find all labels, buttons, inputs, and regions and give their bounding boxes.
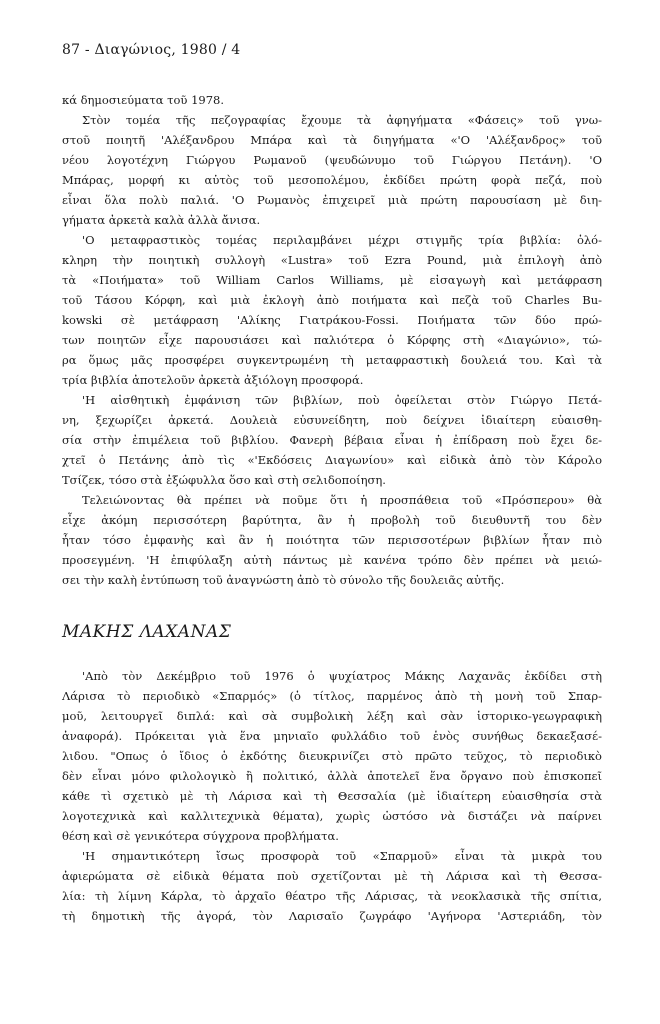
text-line: κληρη τὴν ποιητικὴ συλλογὴ «Lustra» τοῦ Ezra Pound, μιὰ ἐπιλογὴ ἀπὸ bbox=[62, 253, 602, 267]
text-line: τὴ δημοτικὴ τῆς ἀγορά, τὸν Λαρισαῖο ζωγράφο 'Αγήνορα 'Αστεριάδη, τὸν bbox=[62, 909, 602, 923]
text-line: μοῦ, λειτουργεῖ διπλά: καὶ σὰ συμβολικὴ λέξη καὶ σὰν ἱστορικο-γεωγραφικὴ bbox=[62, 709, 602, 723]
text-line: τρία βιβλία ἀποτελοῦν ἀρκετὰ ἀξιόλογη προσφορά. bbox=[62, 373, 364, 387]
text-line: των ποιητῶν εἶχε παρουσιάσει καὶ παλιότερα ὁ Κόρφης στὴ «Διαγώνιο», τώ- bbox=[62, 333, 602, 347]
text-line: Τσίζεκ, τόσο στὰ ἐξώφυλλα ὅσο καὶ στὴ σελιδοποίηση. bbox=[62, 473, 386, 487]
text-line: σία στὴν ἐπιμέλεια τοῦ βιβλίου. Φανερὴ βέβαια εἶναι ἡ ἐπίδραση ποὺ ἔχει δε- bbox=[62, 433, 602, 447]
text-line: κά δημοσιεύματα τοῦ 1978. bbox=[62, 93, 225, 107]
text-line: ἀναφορά). Πρόκειται γιὰ ἕνα μηνιαῖο φυλλάδιο τοῦ ἑνὸς συνήθως δεκαεξασέ- bbox=[62, 729, 602, 743]
text-line: εἶχε ἀκόμη περισσότερη βαρύτητα, ἂν ἡ προβολὴ τοῦ διευθυντῆ του δὲν bbox=[62, 513, 602, 527]
text-line: τοῦ Τάσου Κόρφη, καὶ μιὰ ἐκλογὴ ἀπὸ ποιήματα καὶ πεζὰ τοῦ Charles Bu- bbox=[62, 293, 602, 307]
text-line: Λάρισα τὸ περιοδικὸ «Σπαρμός» (ὁ τίτλος, παρμένος ἀπὸ τὴ μονὴ τοῦ Σπαρ- bbox=[62, 689, 602, 703]
text-line: kowski σὲ μετάφραση 'Αλίκης Γιατράκου-Fossi. Ποιήματα τῶν δύο πρώ- bbox=[62, 313, 602, 327]
text-line: εἶναι ὅλα πολὺ παλιά. 'Ο Ρωμανὸς ἐπιχειρεῖ μιὰ πρώτη παρουσίαση μὲ διη- bbox=[62, 193, 602, 207]
text-line: ἦταν τόσο ἐμφανὴς καὶ ἂν ἡ ποιότητα τῶν περισσοτέρων βιβλίων ἦταν πιὸ bbox=[62, 533, 602, 547]
text-line: κάθε τὶ σχετικὸ μὲ τὴ Λάρισα καὶ τὴ Θεσσαλία (μὲ ἰδιαίτερη εὐαισθησία στὰ bbox=[62, 789, 602, 803]
text-line: ἀφιερώματα σὲ εἰδικὰ θέματα ποὺ σχετίζονται μὲ τὴ Λάρισα καὶ τὴ Θεσσα- bbox=[62, 869, 602, 883]
section1-body bbox=[62, 90, 602, 590]
text-line: 'Η σημαντικότερη ἴσως προσφορὰ τοῦ «Σπαρμοῦ» εἶναι τὰ μικρὰ του bbox=[82, 849, 602, 863]
text-line: 'Απὸ τὸν Δεκέμβριο τοῦ 1976 ὁ ψυχίατρος Μάκης Λαχανᾶς ἐκδίδει στὴ bbox=[82, 669, 602, 683]
running-head: 87 - Διαγώνιος, 1980 / 4 bbox=[62, 42, 241, 58]
text-line: νέου λογοτέχνη Γιώργου Ρωμανοῦ (ψευδώνυμο τοῦ Γιώργου Πετάνη). 'Ο bbox=[62, 153, 602, 167]
text-line: 'Ο μεταφραστικὸς τομέας περιλαμβάνει μέχρι στιγμῆς τρία βιβλία: ὁλό- bbox=[82, 233, 602, 247]
text-line: γήματα ἀρκετὰ καλὰ ἀλλὰ ἄνισα. bbox=[62, 213, 261, 227]
text-line: νη, ξεχωρίζει ἀρκετά. Δουλειὰ εὐσυνείδητη, ποὺ δείχνει ἰδιαίτερη εὐαισθη- bbox=[62, 413, 602, 427]
text-line: λία: τὴ λίμνη Κάρλα, τὸ ἀρχαῖο θέατρο τῆς Λάρισας, τὰ νεοκλασικὰ τῆς σπίτια, bbox=[62, 889, 602, 903]
text-line: 'Η αἰσθητικὴ ἐμφάνιση τῶν βιβλίων, ποὺ ὀφείλεται στὸν Γιώργο Πετά- bbox=[82, 393, 602, 407]
text-line: χτεῖ ὁ Πετάνης ἀπὸ τὶς «'Εκδόσεις Διαγωνίου» καὶ εἰδικὰ ἀπὸ τὸν Κάρολο bbox=[62, 453, 602, 467]
text-line: Τελειώνοντας θὰ πρέπει νὰ ποῦμε ὅτι ἡ προσπάθεια τοῦ «Πρόσπερου» θὰ bbox=[82, 493, 602, 507]
text-line: Στὸν τομέα τῆς πεζογραφίας ἔχουμε τὰ ἀφηγήματα «Φάσεις» τοῦ γνω- bbox=[82, 113, 602, 127]
text-line: δὲν εἶναι μόνο φιλολογικὸ ἢ πολιτικό, ἀλλὰ ἀποτελεῖ ἕνα ὄργανο ποὺ ἐπισκοπεῖ bbox=[62, 769, 602, 783]
text-line: Μπάρας, μορφή κι αὐτὸς τοῦ μεσοπολέμου, ἐκδίδει πρώτη φορὰ πεζά, ποὺ bbox=[62, 173, 602, 187]
section-heading: ΜΑΚΗΣ ΛΑΧΑΝΑΣ bbox=[62, 622, 232, 642]
text-line: λογοτεχνικὰ καὶ καλλιτεχνικὰ θέματα), χωρὶς ὡστόσο νὰ διστάζει νὰ παίρνει bbox=[62, 809, 602, 823]
text-line: προσεγμένη. 'Η ἐπιφύλαξη αὐτὴ πάντως μὲ κανένα τρόπο δὲν πρέπει νὰ μειώ- bbox=[62, 553, 602, 567]
section2-body bbox=[62, 666, 602, 926]
text-line: στοῦ ποιητῆ 'Αλέξανδρου Μπάρα καὶ τὰ διηγήματα «'Ο 'Αλέξανδρος» τοῦ bbox=[62, 133, 602, 147]
text-line: τὰ «Ποιήματα» τοῦ William Carlos Williams, μὲ εἰσαγωγὴ καὶ μετάφραση bbox=[62, 273, 602, 287]
text-line: θέση καὶ σὲ γενικότερα σύγχρονα προβλήματα. bbox=[62, 829, 339, 843]
text-line: λιδου. "Οπως ὁ ἴδιος ὁ ἐκδότης διευκρινίζει στὸ πρῶτο τεῦχος, τὸ περιοδικὸ bbox=[62, 749, 602, 763]
text-line: ρα ὅμως μᾶς προσφέρει συγκεντρωμένη τὴ μεταφραστικὴ δουλειά του. Καὶ τὰ bbox=[62, 353, 602, 367]
text-line: σει τὴν καλὴ ἐντύπωση τοῦ ἀναγνώστη ἀπὸ τὸ σύνολο τῆς δουλειᾶς αὐτῆς. bbox=[62, 573, 505, 587]
